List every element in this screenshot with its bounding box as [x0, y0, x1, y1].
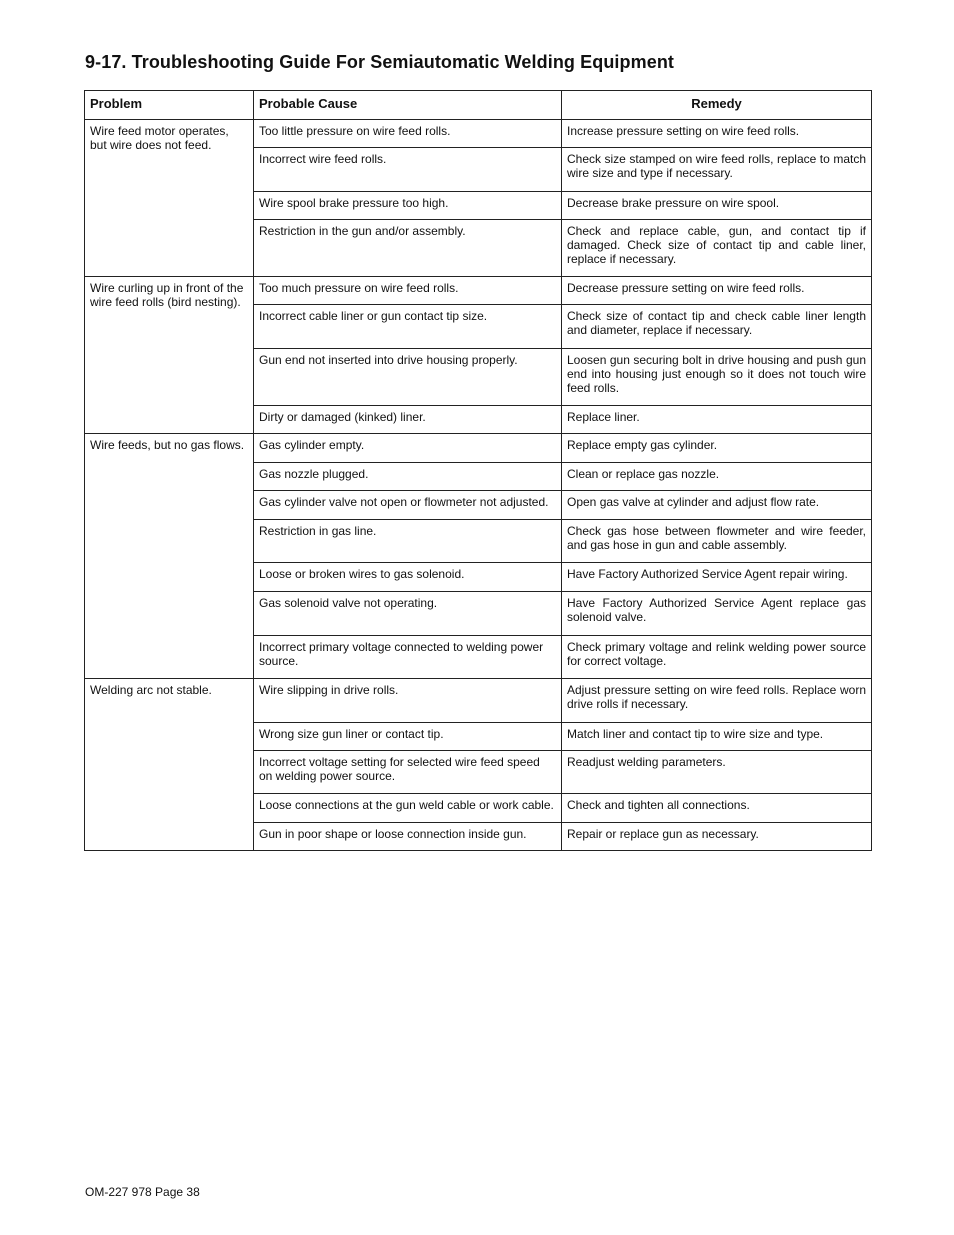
- table-row: [85, 277, 872, 305]
- remedy-cell: Clean or replace gas nozzle.: [562, 463, 872, 491]
- cause-cell: Wrong size gun liner or contact tip.: [254, 723, 562, 751]
- cause-cell: Gun in poor shape or loose connection inside gun.: [254, 823, 562, 851]
- remedy-cell: Have Factory Authorized Service Agent replace gas solenoid valve.: [562, 592, 872, 636]
- remedy-cell: Decrease brake pressure on wire spool.: [562, 192, 872, 220]
- remedy-cell: Decrease pressure setting on wire feed rolls.: [562, 277, 872, 305]
- cause-cell: Gun end not inserted into drive housing properly.: [254, 349, 562, 406]
- cause-cell: Gas solenoid valve not operating.: [254, 592, 562, 636]
- problem-cell: Welding arc not stable.: [85, 679, 254, 851]
- problem-cell: Wire feeds, but no gas flows.: [85, 434, 254, 679]
- table-row: [85, 679, 872, 723]
- cause-cell: Dirty or damaged (kinked) liner.: [254, 406, 562, 434]
- problem-cell: Wire curling up in front of the wire feed rolls (bird nesting).: [85, 277, 254, 434]
- problem-cell: Wire feed motor operates, but wire does not feed.: [85, 120, 254, 277]
- table-header-row: [85, 91, 872, 120]
- remedy-cell: Replace liner.: [562, 406, 872, 434]
- remedy-cell: Repair or replace gun as necessary.: [562, 823, 872, 851]
- table-row: [85, 120, 872, 148]
- remedy-cell: Check primary voltage and relink welding power source for correct voltage.: [562, 636, 872, 679]
- cause-cell: Gas cylinder empty.: [254, 434, 562, 463]
- table-row: [85, 434, 872, 463]
- cause-cell: Restriction in the gun and/or assembly.: [254, 220, 562, 277]
- remedy-cell: Have Factory Authorized Service Agent repair wiring.: [562, 563, 872, 592]
- cause-cell: Incorrect voltage setting for selected wire feed speed on welding power source.: [254, 751, 562, 794]
- section-title: 9-17. Troubleshooting Guide For Semiautomatic Welding Equipment: [85, 52, 675, 72]
- remedy-cell: Increase pressure setting on wire feed rolls.: [562, 120, 872, 148]
- cause-cell: Too little pressure on wire feed rolls.: [254, 120, 562, 148]
- header-cause: Probable Cause: [254, 91, 562, 120]
- page-footer: OM-227 978 Page 38: [85, 1185, 200, 1199]
- cause-cell: Wire slipping in drive rolls.: [254, 679, 562, 723]
- remedy-cell: Check and replace cable, gun, and contact tip if damaged. Check size of contact tip and cable liner, replace if necessary.: [562, 220, 872, 277]
- cause-cell: Loose or broken wires to gas solenoid.: [254, 563, 562, 592]
- header-problem: Problem: [85, 91, 254, 120]
- remedy-cell: Readjust welding parameters.: [562, 751, 872, 794]
- cause-cell: Incorrect primary voltage connected to welding power source.: [254, 636, 562, 679]
- cause-cell: Loose connections at the gun weld cable or work cable.: [254, 794, 562, 823]
- cause-cell: Incorrect wire feed rolls.: [254, 148, 562, 192]
- cause-cell: Wire spool brake pressure too high.: [254, 192, 562, 220]
- remedy-cell: Check size of contact tip and check cable liner length and diameter, replace if necessary.: [562, 305, 872, 349]
- table-body: [85, 120, 872, 851]
- remedy-cell: Check gas hose between flowmeter and wire feeder, and gas hose in gun and cable assembly.: [562, 520, 872, 563]
- remedy-cell: Loosen gun securing bolt in drive housing and push gun end into housing just enough so it does not touch wire feed rolls.: [562, 349, 872, 406]
- remedy-cell: Adjust pressure setting on wire feed rolls. Replace worn drive rolls if necessary.: [562, 679, 872, 723]
- remedy-cell: Replace empty gas cylinder.: [562, 434, 872, 463]
- remedy-cell: Check and tighten all connections.: [562, 794, 872, 823]
- cause-cell: Gas nozzle plugged.: [254, 463, 562, 491]
- cause-cell: Gas cylinder valve not open or flowmeter not adjusted.: [254, 491, 562, 520]
- remedy-cell: Open gas valve at cylinder and adjust flow rate.: [562, 491, 872, 520]
- cause-cell: Too much pressure on wire feed rolls.: [254, 277, 562, 305]
- remedy-cell: Match liner and contact tip to wire size and type.: [562, 723, 872, 751]
- cause-cell: Restriction in gas line.: [254, 520, 562, 563]
- remedy-cell: Check size stamped on wire feed rolls, replace to match wire size and type if necessary.: [562, 148, 872, 192]
- cause-cell: Incorrect cable liner or gun contact tip size.: [254, 305, 562, 349]
- troubleshooting-table: [84, 90, 872, 851]
- header-remedy: Remedy: [562, 91, 872, 120]
